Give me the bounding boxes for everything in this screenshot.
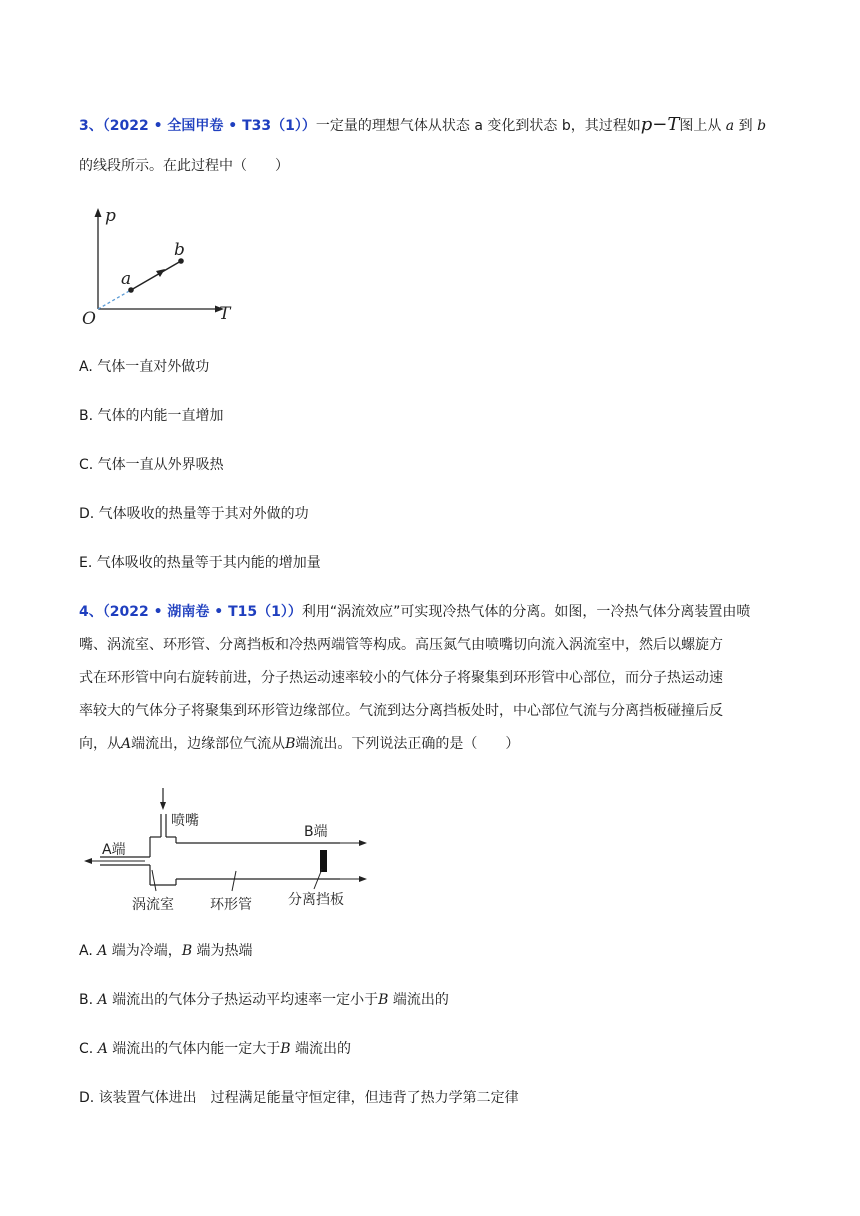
q3-var-b: b	[757, 118, 767, 134]
q3-option-e: E. 气体吸收的热量等于其内能的增加量	[79, 555, 321, 571]
q4-option-d: D. 该装置气体进出 过程满足能量守恒定律，但违背了热力学第二定律	[79, 1090, 519, 1106]
q4-line5-b: 端流出，边缘部位气流从	[131, 736, 286, 752]
q3-pt-diagram	[76, 203, 246, 328]
a-outflow-arrow-icon	[84, 858, 92, 864]
q4-option-c	[79, 1039, 351, 1059]
q4-option-c-var2: B	[280, 1041, 291, 1057]
separation-baffle	[320, 850, 327, 872]
q4-option-b	[79, 990, 449, 1010]
b-outflow-top-arrow-icon	[359, 840, 367, 846]
q4-option-a-var2: B	[181, 943, 193, 959]
q4-line-5	[79, 734, 519, 754]
b-end-label: B端	[304, 824, 328, 840]
t-label: T	[219, 304, 231, 324]
q4-option-a-var1: A	[97, 943, 108, 959]
q4-option-a-text1: 端为冷端，	[107, 943, 182, 959]
origin-label: O	[82, 309, 96, 328]
q4-line-3: 式在环形管中向右旋转前进，分子热运动速率较小的气体分子将聚集到环形管中心部位，而分子热运动速	[79, 670, 723, 686]
vortex-chamber-label: 涡流室	[132, 897, 174, 913]
extension-dashed-line	[98, 290, 131, 309]
q4-line1-text: 利用“涡流效应”可实现冷热气体的分离。如图，一冷热气体分离装置由喷	[301, 604, 751, 620]
ring-tube-leader	[232, 871, 236, 891]
point-b-label: b	[174, 240, 185, 260]
q4-source: （2022 • 湖南卷 • T15（1））	[102, 604, 302, 620]
q4-option-b-text2: 端流出的	[388, 992, 449, 1008]
q4-number: 4、	[79, 604, 103, 620]
baffle-label: 分离挡板	[288, 892, 344, 908]
q4-option-b-var1: A	[97, 992, 108, 1008]
q3-option-b: B. 气体的内能一直增加	[79, 408, 224, 424]
vortex-chamber-leader	[152, 870, 156, 891]
q3-option-d: D. 气体吸收的热量等于其对外做的功	[79, 506, 309, 522]
p-axis-arrow-icon	[95, 208, 102, 217]
point-a-label: a	[121, 269, 132, 289]
q4-option-c-text2: 端流出的	[290, 1041, 352, 1057]
q3-source: （2022 • 全国甲卷 • T33（1））	[102, 118, 316, 134]
q4-option-c-text1: 端流出的气体内能一定大于	[107, 1041, 281, 1057]
q4-line-4: 率较大的气体分子将聚集到环形管边缘部位。气流到达分离挡板处时，中心部位气流与分离挡板碰撞后反	[79, 703, 723, 719]
q4-option-b-text1: 端流出的气体分子热运动平均速率一定小于	[107, 992, 379, 1008]
nozzle-inflow-arrow-icon	[160, 802, 166, 810]
a-end-label: A端	[102, 842, 126, 858]
q4-option-b-prefix: B.	[79, 992, 98, 1008]
q3-option-a: A. 气体一直对外做功	[79, 359, 210, 375]
ring-tube-label: 环形管	[210, 897, 252, 913]
q3-line-2: 的线段所示。在此过程中（ ）	[79, 158, 289, 174]
q3-formula: p−T	[640, 114, 680, 135]
q4-option-c-var1: A	[97, 1041, 108, 1057]
p-label: p	[105, 206, 116, 226]
q3-text-b: 图上从	[679, 118, 722, 134]
q4-option-a	[79, 941, 253, 961]
q3-number: 3、	[79, 118, 103, 134]
q3-line-1	[79, 115, 766, 136]
q4-line5-var-a: A	[121, 736, 132, 752]
q3-option-c: C. 气体一直从外界吸热	[79, 457, 224, 473]
direction-arrow-icon	[156, 269, 165, 277]
q4-option-a-text2: 端为热端	[192, 943, 253, 959]
q4-line-2: 嘴、涡流室、环形管、分离挡板和冷热两端管等构成。高压氮气由喷嘴切向流入涡流室中，然后以螺旋方	[79, 637, 723, 653]
q4-option-a-prefix: A.	[79, 943, 98, 959]
b-outflow-bottom-arrow-icon	[359, 876, 367, 882]
q3-text-c: 到	[738, 118, 753, 134]
q4-line5-a: 向，从	[79, 736, 121, 752]
q4-option-c-prefix: C.	[79, 1041, 98, 1057]
q4-line5-c: 端流出。下列说法正确的是（ ）	[295, 736, 520, 752]
q4-line5-var-b: B	[285, 736, 296, 752]
nozzle-label: 喷嘴	[171, 813, 199, 829]
q3-text-a: 一定量的理想气体从状态 a 变化到状态 b，其过程如	[315, 118, 641, 134]
q4-line-1	[79, 602, 750, 622]
ab-segment	[131, 261, 181, 290]
q4-option-b-var2: B	[378, 992, 389, 1008]
q3-var-a: a	[725, 118, 735, 134]
q4-vortex-tube-diagram	[70, 785, 390, 920]
